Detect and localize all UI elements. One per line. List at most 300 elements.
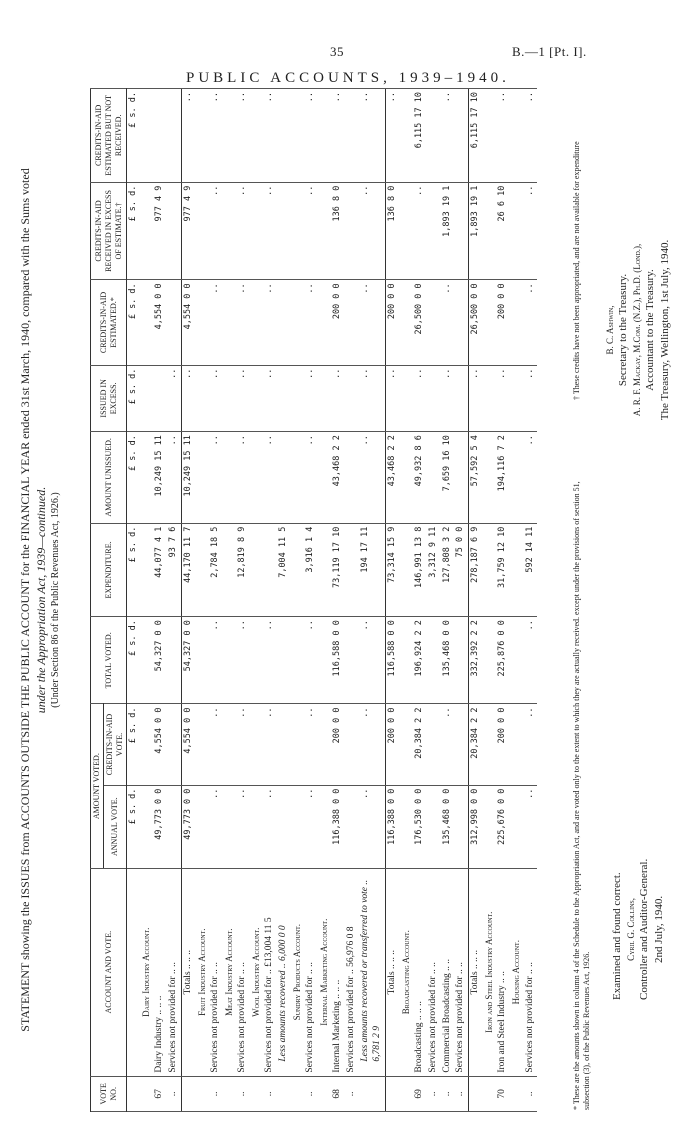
cell-est [454, 280, 468, 365]
empty-cell [510, 523, 523, 617]
empty-cell [483, 365, 496, 432]
col-account: ACCOUNT AND VOTE. [91, 868, 127, 1076]
cell-unissued: 194,116 7 2 [496, 432, 510, 523]
cell-total [427, 617, 441, 704]
cell-unissued: .. [236, 432, 250, 523]
cell-unissued: 57,592 5 4 [469, 432, 483, 523]
empty-cell [318, 365, 331, 432]
cell-annual [345, 785, 359, 868]
cell-cia [427, 704, 441, 785]
cell-unissued: 10,249 15 11 [181, 432, 195, 523]
cell-excess: .. [181, 365, 195, 432]
cell-annual: .. [263, 785, 277, 868]
cell-excess: .. [441, 365, 455, 432]
cell-rec: 1,893 19 1 [441, 182, 455, 280]
empty-cell [140, 785, 153, 868]
empty-cell [400, 89, 413, 183]
cell-est: 26,500 0 0 [413, 280, 427, 365]
empty-cell [318, 432, 331, 523]
cell-notrec [167, 89, 181, 183]
cell-unissued [277, 432, 291, 523]
cell-excess [454, 365, 468, 432]
account-label: Iron and Steel Industry .. .. [496, 868, 510, 1076]
cell-cia: 200 0 0 [331, 704, 345, 785]
cell-rec: .. [236, 182, 250, 280]
auditor-name: Cyril G. Collins, [625, 897, 636, 961]
account-heading-row [140, 89, 153, 1112]
cell-notrec [277, 89, 291, 183]
empty-cell [400, 182, 413, 280]
cell-excess: .. [413, 365, 427, 432]
vote-number [196, 1076, 209, 1111]
vote-number [510, 1076, 523, 1111]
vote-number [318, 1076, 331, 1111]
cell-cia: .. [209, 704, 223, 785]
secretary-title: Secretary to the Treasury. [617, 273, 630, 387]
cell-total: 116,588 0 0 [385, 617, 399, 704]
vote-number: 70 [496, 1076, 510, 1111]
cell-rec: .. [263, 182, 277, 280]
vote-number [140, 1076, 153, 1111]
cell-unissued: .. [263, 432, 277, 523]
statement-title-line1: STATEMENT showing the ISSUES from ACCOUNTS OUTSIDE THE PUBLIC ACCOUNT for the FINANCIAL YEAR ended 31st March, 1940, compared with the Sums voted [18, 168, 32, 1032]
cell-excess [153, 365, 167, 432]
cell-excess: .. [524, 365, 538, 432]
auditor-signature-block [610, 859, 667, 1000]
empty-cell [140, 280, 153, 365]
cell-cia: 200 0 0 [496, 704, 510, 785]
cell-exp: 3,916 1 4 [304, 523, 318, 617]
empty-cell [250, 280, 263, 365]
cell-rec: .. [304, 182, 318, 280]
vote-number [291, 1076, 304, 1111]
empty-cell [483, 704, 496, 785]
cell-exp: 12,819 8 9 [236, 523, 250, 617]
cell-unissued: 43,468 2 2 [385, 432, 399, 523]
empty-cell [140, 617, 153, 704]
empty-cell [318, 182, 331, 280]
cell-total: 116,588 0 0 [331, 617, 345, 704]
empty-cell [196, 182, 209, 280]
totals-row [469, 89, 483, 1112]
cell-est: 4,554 0 0 [153, 280, 167, 365]
account-heading: Sundry Products Account. [291, 868, 304, 1076]
vote-number: .. [427, 1076, 441, 1111]
rotated-statement-sheet [12, 80, 671, 1120]
cell-notrec [454, 89, 468, 183]
account-heading-row [483, 89, 496, 1112]
cell-notrec: .. [359, 89, 385, 183]
vote-number: .. [454, 1076, 468, 1111]
cell-total: .. [209, 617, 223, 704]
cell-unissued: 43,468 2 2 [331, 432, 345, 523]
cell-cia [167, 704, 181, 785]
cell-cia: .. [263, 704, 277, 785]
cell-est: .. [236, 280, 250, 365]
account-label: Services not provided for .. .. [236, 868, 250, 1076]
cell-cia [454, 704, 468, 785]
cell-excess: .. [469, 365, 483, 432]
cell-cia: 200 0 0 [385, 704, 399, 785]
cell-cia: 20,384 2 2 [469, 704, 483, 785]
empty-cell [483, 617, 496, 704]
cell-est [427, 280, 441, 365]
empty-cell [250, 523, 263, 617]
cell-rec [427, 182, 441, 280]
cell-est [277, 280, 291, 365]
col-annual-vote: ANNUAL VOTE. [104, 785, 127, 868]
cell-rec: .. [209, 182, 223, 280]
cell-annual: 116,388 0 0 [331, 785, 345, 868]
table-row [359, 89, 385, 1112]
table-row [304, 89, 318, 1112]
empty-cell [196, 432, 209, 523]
totals-row [181, 89, 195, 1112]
vote-number: 68 [331, 1076, 345, 1111]
cell-exp: 73,314 15 9 [385, 523, 399, 617]
cell-rec: 1,893 19 1 [469, 182, 483, 280]
cell-unissued: .. [304, 432, 318, 523]
empty-cell [291, 365, 304, 432]
vote-number [483, 1076, 496, 1111]
col-amount-voted: AMOUNT VOTED. [91, 704, 104, 868]
account-label: Commercial Broadcasting .. .. [441, 868, 455, 1076]
col-total-voted: TOTAL VOTED. [91, 617, 127, 704]
vote-number [359, 1076, 385, 1111]
col-credits-estimated: CREDITS-IN-AID ESTIMATED.* [91, 280, 127, 365]
cell-total: 135,468 0 0 [441, 617, 455, 704]
account-label: Services not provided for .. 56,976 0 8 [345, 868, 359, 1076]
document-reference: B.—1 [Pt. I]. [512, 44, 587, 59]
account-heading-row [250, 89, 263, 1112]
cell-unissued: .. [359, 432, 385, 523]
empty-cell [223, 432, 236, 523]
cell-unissued [454, 432, 468, 523]
vote-number [400, 1076, 413, 1111]
cell-total: 225,876 0 0 [496, 617, 510, 704]
account-heading: Fruit Industry Account. [196, 868, 209, 1076]
account-label: Totals .. .. .. [385, 868, 399, 1076]
cell-rec [454, 182, 468, 280]
cell-total: 54,327 0 0 [181, 617, 195, 704]
empty-cell [223, 280, 236, 365]
cell-total: .. [236, 617, 250, 704]
account-label: Less amounts recovered or transferred to vote .. 6,781 2 9 [359, 868, 385, 1076]
empty-cell [196, 280, 209, 365]
empty-cell [400, 704, 413, 785]
account-heading-row [318, 89, 331, 1112]
empty-cell [510, 704, 523, 785]
empty-cell [510, 182, 523, 280]
cell-notrec: .. [209, 89, 223, 183]
cell-unissued: .. [167, 432, 181, 523]
empty-cell [250, 785, 263, 868]
vote-number: .. [209, 1076, 223, 1111]
table-row [236, 89, 250, 1112]
cell-excess: .. [385, 365, 399, 432]
account-label: Broadcasting .. .. .. [413, 868, 427, 1076]
empty-cell [483, 785, 496, 868]
table-row [413, 89, 427, 1112]
empty-cell [140, 365, 153, 432]
empty-cell [250, 89, 263, 183]
empty-cell [196, 523, 209, 617]
col-amount-unissued: AMOUNT UNISSUED. [91, 432, 127, 523]
empty-cell [318, 785, 331, 868]
vote-number: 69 [413, 1076, 427, 1111]
cell-unissued [427, 432, 441, 523]
empty-cell [196, 365, 209, 432]
cell-cia: 4,554 0 0 [181, 704, 195, 785]
cell-est: .. [304, 280, 318, 365]
empty-cell [223, 89, 236, 183]
cell-total: .. [524, 617, 538, 704]
empty-cell [291, 182, 304, 280]
cell-annual: 135,468 0 0 [441, 785, 455, 868]
table-row [153, 89, 167, 1112]
cell-annual [454, 785, 468, 868]
empty-cell [400, 432, 413, 523]
cell-notrec: .. [263, 89, 277, 183]
cell-excess [345, 365, 359, 432]
cell-rec [167, 182, 181, 280]
cell-excess: .. [236, 365, 250, 432]
cell-annual: .. [304, 785, 318, 868]
cell-rec: 977 4 9 [153, 182, 167, 280]
empty-cell [510, 432, 523, 523]
account-label: Services not provided for .. .. [209, 868, 223, 1076]
cell-rec: .. [359, 182, 385, 280]
cell-exp: 146,991 13 8 [413, 523, 427, 617]
col-credits-in-aid-vote: CREDITS-IN-AID VOTE. [104, 704, 127, 785]
empty-cell [400, 523, 413, 617]
cell-exp: 75 0 0 [454, 523, 468, 617]
cell-notrec: .. [385, 89, 399, 183]
cell-est: .. [359, 280, 385, 365]
account-label: Services not provided for .. £13,004 11 5 [263, 868, 277, 1076]
vote-number: .. [236, 1076, 250, 1111]
cell-unissued: 10,249 15 11 [153, 432, 167, 523]
cell-est: .. [263, 280, 277, 365]
cell-cia: .. [524, 704, 538, 785]
cell-notrec: 6,115 17 10 [413, 89, 427, 183]
cell-est [345, 280, 359, 365]
cell-annual: .. [236, 785, 250, 868]
cell-annual: 49,773 0 0 [181, 785, 195, 868]
account-label: Dairy Industry .. .. .. [153, 868, 167, 1076]
account-heading-row [510, 89, 523, 1112]
cell-exp: 31,759 12 10 [496, 523, 510, 617]
empty-cell [291, 89, 304, 183]
cell-est [167, 280, 181, 365]
empty-cell [318, 89, 331, 183]
units-label: £ s. d. [127, 280, 140, 365]
empty-cell [400, 365, 413, 432]
account-heading: Dairy Industry Account. [140, 868, 153, 1076]
cell-total [345, 617, 359, 704]
cell-rec: 977 4 9 [181, 182, 195, 280]
cell-rec: .. [524, 182, 538, 280]
cell-exp: 7,004 11 5 [277, 523, 291, 617]
empty-cell [483, 280, 496, 365]
cell-cia: .. [304, 704, 318, 785]
empty-cell [250, 432, 263, 523]
cell-excess [427, 365, 441, 432]
cell-notrec: .. [236, 89, 250, 183]
empty-cell [196, 785, 209, 868]
cell-notrec: .. [304, 89, 318, 183]
treasury-signature-block [604, 140, 673, 520]
units-label: £ s. d. [127, 523, 140, 617]
cell-cia: .. [236, 704, 250, 785]
table-row [209, 89, 223, 1112]
empty-cell [291, 785, 304, 868]
units-label: £ s. d. [127, 432, 140, 523]
footnote-dagger: † These credits have not been appropriated, and are not available for expenditure [572, 141, 581, 400]
cell-total: 54,327 0 0 [153, 617, 167, 704]
cell-annual: .. [209, 785, 223, 868]
cell-excess: .. [331, 365, 345, 432]
empty-cell [140, 182, 153, 280]
cell-est: .. [524, 280, 538, 365]
account-label: Services not provided for .. .. [454, 868, 468, 1076]
cell-unissued: .. [209, 432, 223, 523]
empty-cell [400, 280, 413, 365]
table-row [524, 89, 538, 1112]
accountant-title: Accountant to the Treasury. [644, 269, 657, 391]
vote-number [181, 1076, 195, 1111]
cell-excess [277, 365, 291, 432]
page-number: 35 [330, 44, 344, 59]
cell-notrec [345, 89, 359, 183]
cell-total [277, 617, 291, 704]
empty-cell [483, 182, 496, 280]
empty-cell [291, 704, 304, 785]
table-row [427, 89, 441, 1112]
issues-table [90, 88, 537, 1112]
cell-excess: .. [496, 365, 510, 432]
empty-cell [510, 280, 523, 365]
auditor-title: Controller and Auditor-General. [637, 858, 650, 1000]
empty-cell [510, 617, 523, 704]
account-heading: Broadcasting Account. [400, 868, 413, 1076]
cell-rec: 26 6 10 [496, 182, 510, 280]
account-heading-row [400, 89, 413, 1112]
account-label: Totals .. .. .. [469, 868, 483, 1076]
cell-notrec: .. [441, 89, 455, 183]
statement-title-line2: under the Appropriation Act, 1939—continued. [33, 486, 48, 714]
cell-total: .. [263, 617, 277, 704]
cell-excess: .. [304, 365, 318, 432]
cell-exp: 93 7 6 [167, 523, 181, 617]
cell-excess: .. [359, 365, 385, 432]
account-heading: Iron and Steel Industry Account. [483, 868, 496, 1076]
vote-number [385, 1076, 399, 1111]
account-label: Internal Marketing .. .. .. [331, 868, 345, 1076]
cell-est: 26,500 0 0 [469, 280, 483, 365]
cell-annual [167, 785, 181, 868]
empty-cell [291, 617, 304, 704]
cell-exp [263, 523, 277, 617]
col-vote-no: VOTE NO. [91, 1076, 127, 1111]
account-heading: Housing Account. [510, 868, 523, 1076]
cell-cia: .. [359, 704, 385, 785]
table-body [127, 89, 538, 1112]
accountant-name: A. R. F. Mackay, M.Com. (N.Z.), Ph.D. (Lond.), [631, 243, 642, 417]
cell-annual: 312,998 0 0 [469, 785, 483, 868]
account-label: Services not provided for .. .. [427, 868, 441, 1076]
account-heading-row [291, 89, 304, 1112]
empty-cell [250, 182, 263, 280]
cell-est: 200 0 0 [331, 280, 345, 365]
vote-number: .. [304, 1076, 318, 1111]
account-heading: Wool Industry Account. [250, 868, 263, 1076]
empty-cell [223, 704, 236, 785]
account-heading: Meat Industry Account. [223, 868, 236, 1076]
cell-total [167, 617, 181, 704]
table-row [263, 89, 277, 1112]
cell-annual: 225,676 0 0 [496, 785, 510, 868]
vote-number [469, 1076, 483, 1111]
cell-est: .. [209, 280, 223, 365]
cell-unissued: 49,932 8 6 [413, 432, 427, 523]
cell-cia: .. [441, 704, 455, 785]
cell-cia: 20,384 2 2 [413, 704, 427, 785]
empty-cell [140, 704, 153, 785]
empty-cell [318, 617, 331, 704]
cell-annual: 116,388 0 0 [385, 785, 399, 868]
vote-number: 67 [153, 1076, 167, 1111]
empty-cell [510, 785, 523, 868]
cell-exp: 127,808 3 2 [441, 523, 455, 617]
empty-cell [223, 785, 236, 868]
cell-est: .. [441, 280, 455, 365]
treasury-date: The Treasury, Wellington, 1st July, 1940. [658, 239, 671, 421]
empty-cell [318, 523, 331, 617]
vote-number: .. [345, 1076, 359, 1111]
units-label: £ s. d. [127, 785, 140, 868]
table-row [345, 89, 359, 1112]
cell-est: 4,554 0 0 [181, 280, 195, 365]
cell-unissued: 7,659 16 10 [441, 432, 455, 523]
table-row [496, 89, 510, 1112]
cell-total: .. [304, 617, 318, 704]
cell-exp: 44,170 11 7 [181, 523, 195, 617]
empty-cell [510, 365, 523, 432]
cell-notrec: .. [181, 89, 195, 183]
account-heading-row [196, 89, 209, 1112]
table-row [441, 89, 455, 1112]
cell-annual: .. [359, 785, 385, 868]
units-label: £ s. d. [127, 617, 140, 704]
cell-est: 200 0 0 [385, 280, 399, 365]
empty-cell [291, 523, 304, 617]
auditor-date: 2nd July, 1940. [652, 895, 665, 963]
vote-number: .. [263, 1076, 277, 1111]
units-label: £ s. d. [127, 365, 140, 432]
cell-cia [345, 704, 359, 785]
cell-cia: 4,554 0 0 [153, 704, 167, 785]
empty-cell [483, 89, 496, 183]
col-expenditure: EXPENDITURE. [91, 523, 127, 617]
vote-number [250, 1076, 263, 1111]
empty-cell [250, 365, 263, 432]
empty-cell [483, 523, 496, 617]
cell-excess: .. [263, 365, 277, 432]
cell-notrec [153, 89, 167, 183]
secretary-name: B. C. Ashwin, [605, 305, 615, 355]
cell-unissued: .. [524, 432, 538, 523]
